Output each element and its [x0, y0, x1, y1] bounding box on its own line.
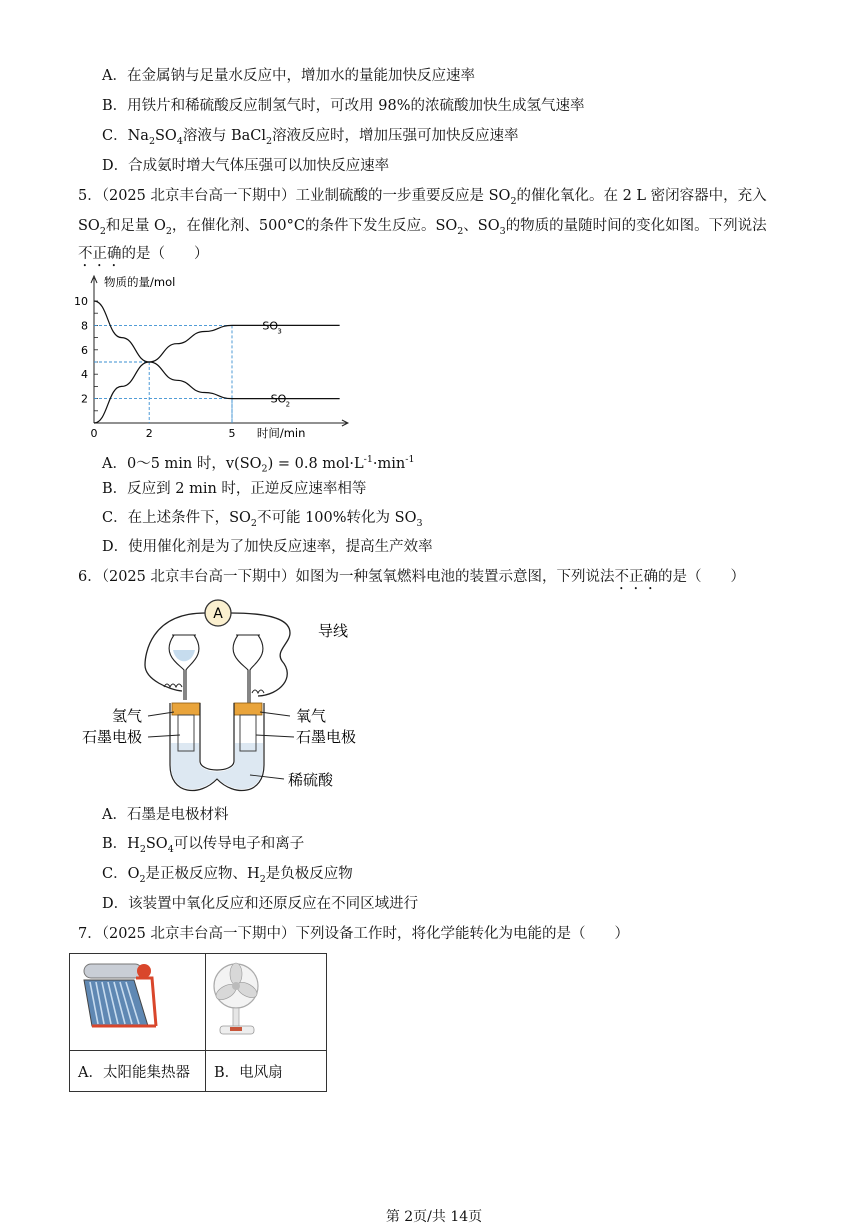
q5-option-a: A．0～5 min 时，$v(SO_2) = 0.8$ $mol\cdot L^{-1}\cdot\min^{-1}$ — [102, 454, 415, 475]
label-acid: 稀硫酸 — [288, 771, 334, 789]
y-tick-label: 2 — [81, 392, 88, 406]
solar-water-heater-icon — [70, 954, 205, 1046]
q7-options-table — [69, 953, 327, 1092]
q4-option-d: D．合成氨时增大气体压强可以加快反应速率 — [102, 158, 390, 174]
funnel-left — [169, 635, 199, 700]
q4-option-a: A．在金属钠与足量水反应中，增加水的量能加快反应速率 — [102, 68, 475, 84]
series-label-so2-sub: 2 — [285, 400, 291, 409]
q6-option-c: C．$O_2$是正极反应物、$H_2$是负极反应物 — [102, 866, 353, 885]
label-o2: 氧气 — [296, 707, 327, 725]
q6-option-a: A．石墨是电极材料 — [102, 807, 229, 823]
q5-option-b: B．反应到 2 min 时，正逆反应速率相等 — [102, 481, 367, 497]
label-left-electrode: 石墨电极 — [82, 728, 143, 746]
q7-option-a: A．太阳能集热器 — [70, 1051, 206, 1092]
series-label-so3-sub: 3 — [277, 327, 282, 336]
q7-stem: 7．（2025 北京丰台高一下期中）下列设备工作时，将化学能转化为电能的是（ ） — [78, 926, 629, 942]
q5-stem-line3: 不正确的是（ ） — [78, 246, 209, 262]
x-tick-label: 2 — [145, 427, 153, 440]
x-tick-label: 0 — [90, 427, 98, 440]
q5-stem-line2: $SO_2$和足量 $O_2$，在催化剂、500°C的条件下发生反应。$SO_2$、$SO_3$的物质的量随时间的变化如图。下列说法 — [78, 218, 767, 237]
y-tick-label: 10 — [74, 295, 88, 308]
q6-option-b: B．$H_2SO_4$可以传导电子和离子 — [102, 836, 305, 855]
electric-fan-icon — [206, 954, 326, 1046]
so2-so3-chart — [70, 268, 330, 440]
series-label-so2: SO — [270, 392, 287, 406]
q4-option-c: C．$Na_2SO_4$溶液与 BaCl$_2$溶液反应时，增加压强可加快反应速率 — [102, 128, 519, 147]
fan-cell — [206, 954, 327, 1051]
x-tick-label: 5 — [228, 427, 236, 440]
q6-stem: 6．（2025 北京丰台高一下期中）如图为一种氢氧燃料电池的装置示意图，下列说法不正确的是（ ） — [78, 569, 745, 585]
solar-heater-cell — [70, 954, 206, 1051]
series-label-so3: SO — [262, 319, 279, 333]
x-axis-label: 时间/min — [256, 426, 306, 440]
wire-right — [231, 613, 290, 696]
label-right-electrode: 石墨电极 — [296, 728, 357, 746]
stopper-right — [234, 703, 262, 715]
label-wire: 导线 — [318, 622, 349, 640]
stopper-left — [172, 703, 200, 715]
q4-option-b: B．用铁片和稀硫酸反应制氢气时，可改用 98%的浓硫酸加快生成氢气速率 — [102, 98, 585, 114]
fuel-cell-diagram — [82, 595, 380, 800]
label-h2: 氢气 — [112, 707, 143, 725]
y-tick-label: 8 — [81, 319, 88, 333]
ammeter-label: A — [213, 606, 223, 622]
page-footer: 第 2页/共 14页 — [385, 1209, 483, 1225]
q7-option-b: B．电风扇 — [206, 1051, 327, 1092]
q5-option-d: D．使用催化剂是为了加快反应速率，提高生产效率 — [102, 539, 433, 555]
y-axis-label: 物质的量/mol — [104, 275, 176, 289]
series-line-so3 — [94, 325, 340, 423]
y-tick-label: 4 — [81, 368, 88, 382]
series-line-so2 — [94, 301, 340, 399]
q6-option-d: D．该装置中氧化反应和还原反应在不同区域进行 — [102, 896, 419, 912]
q5-stem-line1: 5．（2025 北京丰台高一下期中）工业制硫酸的一步重要反应是 $SO_2$的催化氧化。在 2 L 密闭容器中，充入 — [78, 188, 767, 207]
q5-option-c: C．在上述条件下，$SO_2$不可能 100%转化为 $SO_3$ — [102, 510, 423, 529]
y-tick-label: 6 — [81, 343, 88, 357]
